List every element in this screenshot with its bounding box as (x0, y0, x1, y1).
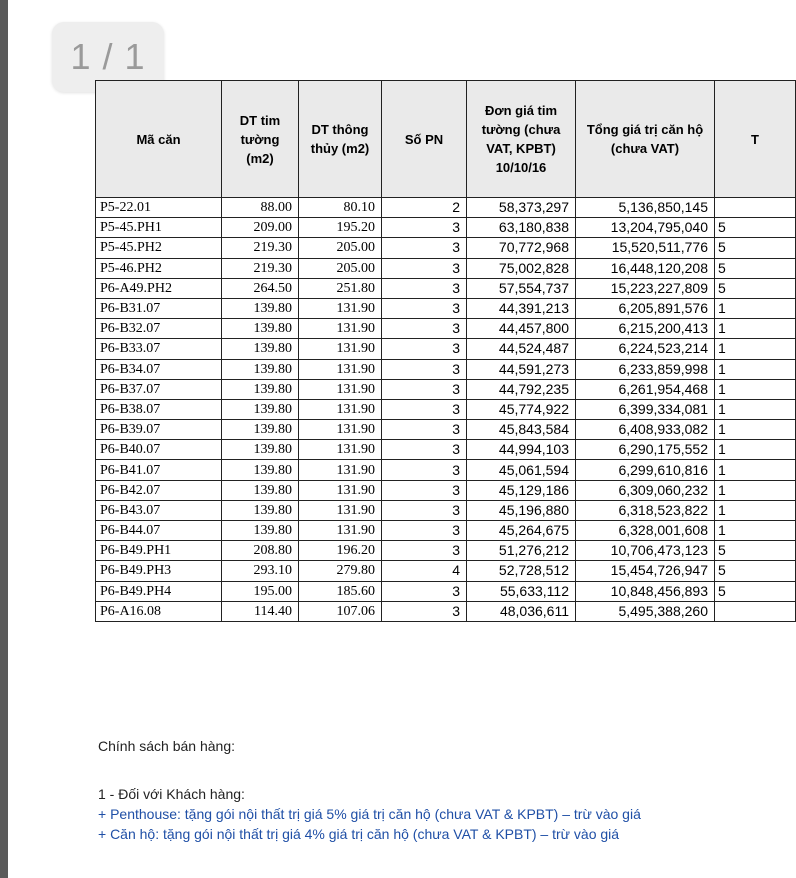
cell-so-pn: 3 (382, 218, 467, 238)
cell-so-pn: 3 (382, 420, 467, 440)
cell-truncated: 1 (715, 521, 796, 541)
table-row (96, 460, 796, 480)
cell-dt-thong-thuy: 251.80 (299, 278, 382, 298)
cell-tong-gia-tri: 6,290,175,552 (576, 440, 715, 460)
cell-unit-code: P6-B42.07 (96, 480, 222, 500)
cell-unit-code: P5-45.PH2 (96, 238, 222, 258)
cell-so-pn: 3 (382, 541, 467, 561)
header-truncated: T (715, 81, 796, 198)
cell-dt-tim-tuong: 139.80 (222, 440, 299, 460)
cell-dt-thong-thuy: 131.90 (299, 339, 382, 359)
cell-dt-tim-tuong: 139.80 (222, 521, 299, 541)
sales-policy (98, 736, 750, 844)
table-row (96, 500, 796, 520)
cell-unit-code: P6-B49.PH4 (96, 581, 222, 601)
table-row (96, 521, 796, 541)
cell-dt-tim-tuong: 139.80 (222, 420, 299, 440)
cell-unit-code: P6-B38.07 (96, 399, 222, 419)
cell-so-pn: 3 (382, 521, 467, 541)
cell-tong-gia-tri: 6,309,060,232 (576, 480, 715, 500)
cell-so-pn: 3 (382, 319, 467, 339)
cell-tong-gia-tri: 15,520,511,776 (576, 238, 715, 258)
cell-dt-thong-thuy: 80.10 (299, 198, 382, 218)
cell-dt-thong-thuy: 131.90 (299, 480, 382, 500)
cell-don-gia: 45,264,675 (467, 521, 576, 541)
cell-truncated (715, 601, 796, 621)
cell-tong-gia-tri: 13,204,795,040 (576, 218, 715, 238)
cell-don-gia: 57,554,737 (467, 278, 576, 298)
cell-so-pn: 3 (382, 379, 467, 399)
cell-truncated: 1 (715, 359, 796, 379)
cell-don-gia: 44,457,800 (467, 319, 576, 339)
cell-don-gia: 45,129,186 (467, 480, 576, 500)
cell-tong-gia-tri: 5,136,850,145 (576, 198, 715, 218)
cell-so-pn: 3 (382, 460, 467, 480)
cell-truncated: 5 (715, 561, 796, 581)
cell-don-gia: 44,524,487 (467, 339, 576, 359)
cell-don-gia: 48,036,611 (467, 601, 576, 621)
table-row (96, 258, 796, 278)
cell-tong-gia-tri: 15,223,227,809 (576, 278, 715, 298)
cell-truncated: 1 (715, 420, 796, 440)
cell-dt-tim-tuong: 114.40 (222, 601, 299, 621)
table-row (96, 601, 796, 621)
cell-tong-gia-tri: 6,328,001,608 (576, 521, 715, 541)
cell-dt-thong-thuy: 131.90 (299, 521, 382, 541)
price-table-container (95, 80, 759, 622)
cell-tong-gia-tri: 6,299,610,816 (576, 460, 715, 480)
cell-don-gia: 44,391,213 (467, 298, 576, 318)
cell-tong-gia-tri: 6,261,954,468 (576, 379, 715, 399)
table-row (96, 238, 796, 258)
cell-so-pn: 3 (382, 399, 467, 419)
cell-truncated: 5 (715, 278, 796, 298)
cell-unit-code: P6-B44.07 (96, 521, 222, 541)
cell-don-gia: 45,061,594 (467, 460, 576, 480)
policy-item-penthouse: + Penthouse: tặng gói nội thất trị giá 5% giá trị căn hộ (chưa VAT & KPBT) – trừ vào giá (98, 806, 641, 822)
cell-so-pn: 3 (382, 238, 467, 258)
policy-title: Chính sách bán hàng: (98, 738, 235, 754)
cell-so-pn: 3 (382, 581, 467, 601)
cell-unit-code: P6-B37.07 (96, 379, 222, 399)
table-row (96, 359, 796, 379)
cell-don-gia: 75,002,828 (467, 258, 576, 278)
cell-so-pn: 4 (382, 561, 467, 581)
table-row (96, 319, 796, 339)
cell-truncated: 5 (715, 541, 796, 561)
table-row (96, 581, 796, 601)
cell-dt-thong-thuy: 196.20 (299, 541, 382, 561)
cell-unit-code: P6-B43.07 (96, 500, 222, 520)
cell-truncated: 1 (715, 379, 796, 399)
table-row (96, 541, 796, 561)
cell-truncated (715, 198, 796, 218)
cell-dt-thong-thuy: 131.90 (299, 440, 382, 460)
cell-dt-tim-tuong: 293.10 (222, 561, 299, 581)
cell-don-gia: 44,591,273 (467, 359, 576, 379)
cell-dt-tim-tuong: 139.80 (222, 379, 299, 399)
header-dt-tim-tuong: DT tim tường (m2) (222, 81, 299, 198)
cell-so-pn: 3 (382, 440, 467, 460)
cell-tong-gia-tri: 6,408,933,082 (576, 420, 715, 440)
cell-so-pn: 3 (382, 359, 467, 379)
cell-unit-code: P5-46.PH2 (96, 258, 222, 278)
cell-truncated: 1 (715, 500, 796, 520)
cell-dt-tim-tuong: 139.80 (222, 359, 299, 379)
cell-truncated: 5 (715, 238, 796, 258)
cell-dt-tim-tuong: 195.00 (222, 581, 299, 601)
cell-dt-thong-thuy: 131.90 (299, 379, 382, 399)
cell-unit-code: P6-B49.PH3 (96, 561, 222, 581)
cell-dt-tim-tuong: 139.80 (222, 298, 299, 318)
table-row (96, 298, 796, 318)
cell-so-pn: 3 (382, 298, 467, 318)
cell-dt-tim-tuong: 139.80 (222, 460, 299, 480)
cell-don-gia: 52,728,512 (467, 561, 576, 581)
cell-don-gia: 58,373,297 (467, 198, 576, 218)
cell-truncated: 1 (715, 460, 796, 480)
header-tong-gia-tri: Tổng giá trị căn hộ (chưa VAT) (576, 81, 715, 198)
cell-dt-thong-thuy: 195.20 (299, 218, 382, 238)
price-table (95, 80, 796, 622)
table-row (96, 218, 796, 238)
cell-truncated: 1 (715, 339, 796, 359)
cell-truncated: 1 (715, 298, 796, 318)
cell-unit-code: P5-45.PH1 (96, 218, 222, 238)
page-indicator: 1 / 1 (52, 22, 164, 92)
cell-unit-code: P6-A49.PH2 (96, 278, 222, 298)
table-row (96, 420, 796, 440)
table-row (96, 379, 796, 399)
cell-dt-tim-tuong: 139.80 (222, 480, 299, 500)
cell-tong-gia-tri: 6,399,334,081 (576, 399, 715, 419)
cell-dt-thong-thuy: 131.90 (299, 359, 382, 379)
cell-unit-code: P6-B49.PH1 (96, 541, 222, 561)
cell-unit-code: P6-B31.07 (96, 298, 222, 318)
cell-truncated: 1 (715, 399, 796, 419)
cell-unit-code: P6-B32.07 (96, 319, 222, 339)
cell-dt-tim-tuong: 139.80 (222, 339, 299, 359)
cell-dt-tim-tuong: 208.80 (222, 541, 299, 561)
cell-dt-thong-thuy: 131.90 (299, 319, 382, 339)
cell-unit-code: P6-A16.08 (96, 601, 222, 621)
cell-so-pn: 3 (382, 278, 467, 298)
cell-tong-gia-tri: 5,495,388,260 (576, 601, 715, 621)
table-row (96, 399, 796, 419)
cell-truncated: 5 (715, 258, 796, 278)
cell-tong-gia-tri: 10,706,473,123 (576, 541, 715, 561)
cell-dt-tim-tuong: 219.30 (222, 258, 299, 278)
cell-dt-tim-tuong: 139.80 (222, 500, 299, 520)
table-body (96, 198, 796, 622)
cell-dt-thong-thuy: 205.00 (299, 238, 382, 258)
cell-dt-thong-thuy: 131.90 (299, 500, 382, 520)
cell-truncated: 5 (715, 581, 796, 601)
cell-don-gia: 45,843,584 (467, 420, 576, 440)
cell-dt-thong-thuy: 131.90 (299, 460, 382, 480)
cell-don-gia: 63,180,838 (467, 218, 576, 238)
cell-truncated: 1 (715, 480, 796, 500)
cell-don-gia: 45,196,880 (467, 500, 576, 520)
cell-don-gia: 45,774,922 (467, 399, 576, 419)
cell-tong-gia-tri: 16,448,120,208 (576, 258, 715, 278)
cell-tong-gia-tri: 6,215,200,413 (576, 319, 715, 339)
cell-don-gia: 70,772,968 (467, 238, 576, 258)
cell-tong-gia-tri: 6,224,523,214 (576, 339, 715, 359)
cell-truncated: 5 (715, 218, 796, 238)
cell-so-pn: 2 (382, 198, 467, 218)
table-row (96, 278, 796, 298)
cell-dt-thong-thuy: 279.80 (299, 561, 382, 581)
table-header-row (96, 81, 796, 198)
table-row (96, 480, 796, 500)
cell-don-gia: 51,276,212 (467, 541, 576, 561)
table-row (96, 198, 796, 218)
cell-don-gia: 55,633,112 (467, 581, 576, 601)
policy-item-apartment: + Căn hộ: tặng gói nội thất trị giá 4% giá trị căn hộ (chưa VAT & KPBT) – trừ vào giá (98, 826, 620, 842)
table-row (96, 440, 796, 460)
header-don-gia: Đơn giá tim tường (chưa VAT, KPBT) 10/10/16 (467, 81, 576, 198)
cell-dt-tim-tuong: 219.30 (222, 238, 299, 258)
policy-section: 1 - Đối với Khách hàng: (98, 786, 245, 802)
cell-tong-gia-tri: 6,233,859,998 (576, 359, 715, 379)
cell-dt-tim-tuong: 209.00 (222, 218, 299, 238)
cell-so-pn: 3 (382, 258, 467, 278)
cell-truncated: 1 (715, 440, 796, 460)
table-row (96, 561, 796, 581)
cell-tong-gia-tri: 10,848,456,893 (576, 581, 715, 601)
cell-unit-code: P6-B33.07 (96, 339, 222, 359)
cell-dt-thong-thuy: 131.90 (299, 399, 382, 419)
cell-so-pn: 3 (382, 500, 467, 520)
cell-unit-code: P6-B39.07 (96, 420, 222, 440)
cell-dt-thong-thuy: 185.60 (299, 581, 382, 601)
left-edge-strip (0, 0, 8, 878)
table-row (96, 339, 796, 359)
cell-don-gia: 44,792,235 (467, 379, 576, 399)
cell-don-gia: 44,994,103 (467, 440, 576, 460)
cell-so-pn: 3 (382, 480, 467, 500)
cell-tong-gia-tri: 6,318,523,822 (576, 500, 715, 520)
cell-dt-thong-thuy: 107.06 (299, 601, 382, 621)
cell-dt-thong-thuy: 131.90 (299, 298, 382, 318)
header-so-pn: Số PN (382, 81, 467, 198)
cell-dt-thong-thuy: 205.00 (299, 258, 382, 278)
cell-so-pn: 3 (382, 339, 467, 359)
header-dt-thong-thuy: DT thông thủy (m2) (299, 81, 382, 198)
cell-unit-code: P6-B41.07 (96, 460, 222, 480)
cell-unit-code: P6-B34.07 (96, 359, 222, 379)
cell-dt-thong-thuy: 131.90 (299, 420, 382, 440)
cell-dt-tim-tuong: 139.80 (222, 399, 299, 419)
cell-so-pn: 3 (382, 601, 467, 621)
cell-truncated: 1 (715, 319, 796, 339)
cell-tong-gia-tri: 15,454,726,947 (576, 561, 715, 581)
cell-tong-gia-tri: 6,205,891,576 (576, 298, 715, 318)
cell-unit-code: P5-22.01 (96, 198, 222, 218)
cell-dt-tim-tuong: 139.80 (222, 319, 299, 339)
cell-unit-code: P6-B40.07 (96, 440, 222, 460)
cell-dt-tim-tuong: 88.00 (222, 198, 299, 218)
cell-dt-tim-tuong: 264.50 (222, 278, 299, 298)
header-ma-can: Mã căn (96, 81, 222, 198)
